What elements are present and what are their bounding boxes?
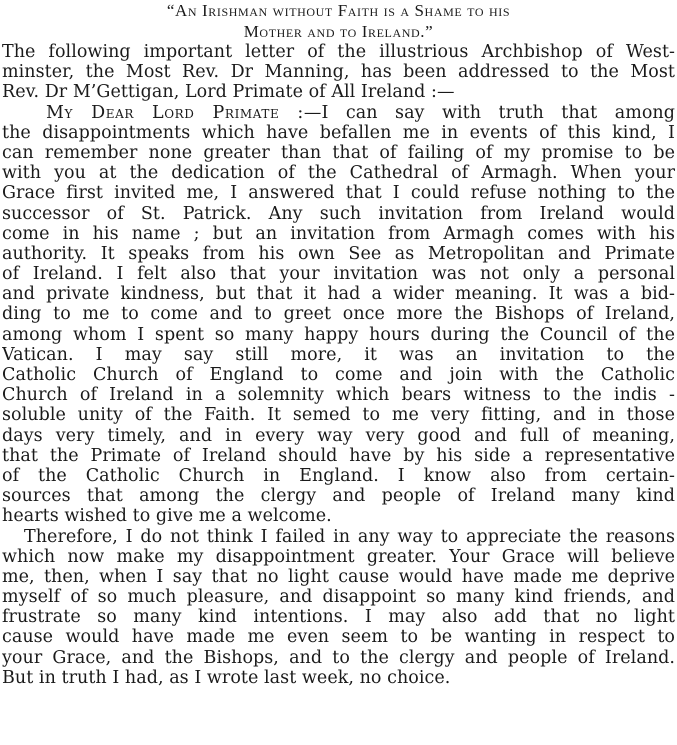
paragraph-line: sources that among the clergy and people of Ireland many kind	[2, 486, 675, 507]
intro-paragraph	[2, 42, 675, 103]
article-heading	[2, 0, 675, 42]
intro-line: The following important letter of the illustrious Archbishop of West-	[2, 42, 675, 62]
newspaper-clipping	[2, 0, 675, 745]
paragraph-line: hearts wished to give me a welcome.	[2, 506, 332, 527]
paragraph-line: come in his name ; but an invitation from Armagh comes with his	[2, 223, 675, 244]
paragraph-line: with you at the dedication of the Cathedral of Armagh. When your	[2, 163, 675, 184]
paragraph-line: and private kindness, but that it had a wider meaning. It was a bid-	[2, 284, 675, 305]
paragraph-line: of the Catholic Church in England. I know also from certain-	[2, 465, 675, 486]
paragraph-line: Vatican. I may say still more, it was an invitation to the	[2, 344, 675, 365]
paragraph-line: days very timely, and in every way very good and full of meaning,	[2, 425, 675, 446]
paragraph-line: your Grace, and the Bishops, and to the clergy and people of Ireland.	[2, 647, 675, 668]
heading-line-2: Mother and to Ireland.”	[243, 22, 434, 41]
paragraph-line: Church of Ireland in a solemnity which bears witness to the indis -	[2, 385, 675, 406]
salutation: My Dear Lord Primate :	[46, 102, 304, 123]
intro-line: minster, the Most Rev. Dr Manning, has been addressed to the Most	[2, 62, 675, 83]
paragraph-line: soluble unity of the Faith. It semed to me very fitting, and in those	[2, 405, 675, 426]
paragraph-line: which now make my disappointment greater. Your Grace will believe	[2, 546, 675, 567]
paragraph-line: ding to me to come and to greet once more the Bishops of Ireland,	[2, 304, 675, 325]
paragraph-line: Catholic Church of England to come and join with the Catholic	[2, 365, 675, 385]
heading-line-1: “An Irishman without Faith is a Shame to his	[166, 1, 511, 20]
paragraph-line: Therefore, I do not think I failed in any way to appreciate the reasons	[24, 526, 675, 547]
paragraph-line: authority. It speaks from his own See as Metropolitan and Primate	[2, 243, 675, 264]
paragraph-line: myself of so much pleasure, and disappoint so many kind friends, and	[2, 587, 675, 608]
salutation-line	[2, 103, 675, 123]
paragraph-line: Grace first invited me, I answered that I could refuse nothing to the	[2, 183, 675, 204]
paragraph-1-opening: —I can say with truth that among	[303, 102, 675, 123]
letter-paragraph-2	[2, 527, 675, 689]
paragraph-line: the disappointments which have befallen me in events of this kind, I	[2, 122, 675, 143]
article-body	[2, 42, 675, 688]
paragraph-line: among whom I spent so many happy hours during the Council of the	[2, 324, 675, 345]
paragraph-line: can remember none greater than that of failing of my promise to be	[2, 142, 675, 163]
letter-paragraph-1	[2, 103, 675, 527]
paragraph-line: me, then, when I say that no light cause would have made me deprive	[2, 566, 675, 587]
intro-line: Rev. Dr M’Gettigan, Lord Primate of All Ireland :—	[2, 82, 455, 103]
paragraph-line: frustrate so many kind intentions. I may also add that no light	[2, 607, 675, 628]
paragraph-line: cause would have made me even seem to be wanting in respect to	[2, 627, 675, 648]
paragraph-line: successor of St. Patrick. Any such invitation from Ireland would	[2, 203, 675, 224]
paragraph-line: But in truth I had, as I wrote last week, no choice.	[2, 667, 451, 688]
paragraph-line: of Ireland. I felt also that your invitation was not only a personal	[2, 264, 675, 285]
paragraph-line: that the Primate of Ireland should have by his side a representative	[2, 445, 675, 466]
